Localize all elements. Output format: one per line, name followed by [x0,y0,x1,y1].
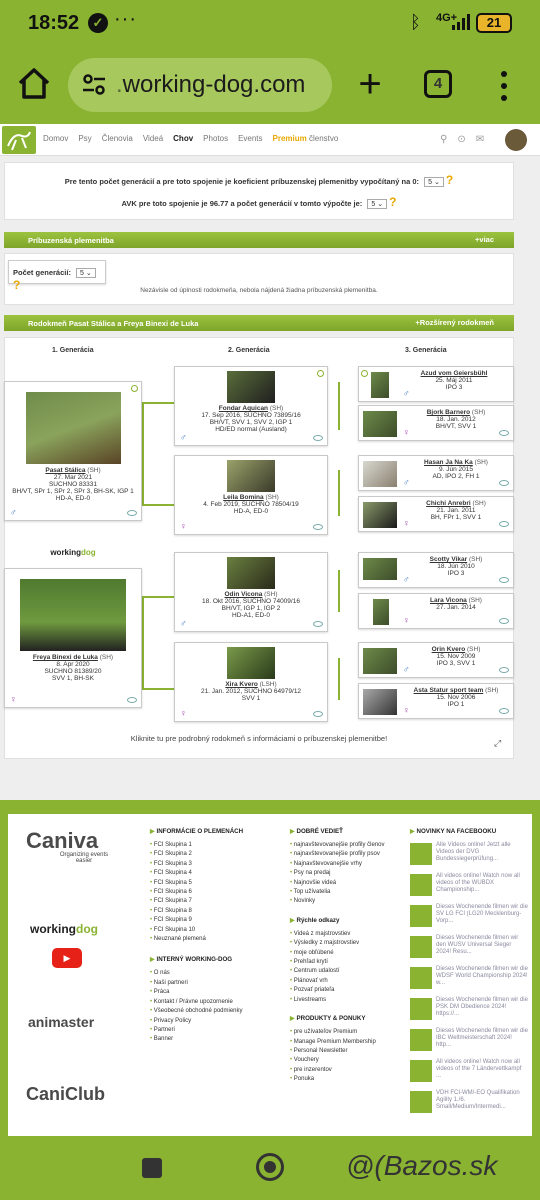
home-button[interactable] [256,1153,284,1181]
eye-icon[interactable] [127,510,137,516]
help-icon[interactable]: ? [389,195,397,209]
eye-icon[interactable] [499,708,509,714]
post-thumbnail [410,1060,432,1082]
male-icon: ♂ [180,432,187,442]
system-nav-bar [0,1140,540,1200]
nav-videos[interactable]: Videá [142,134,164,143]
video-icon[interactable] [317,370,324,377]
network-type: 4G+ [436,12,458,24]
help-icon[interactable]: ? [13,278,21,292]
male-icon: ♂ [10,507,17,517]
connector [142,596,174,598]
detailed-pedigree-link[interactable]: Kliknite tu pre podrobný rodokmeň s informáciami o príbuzenskej plemenitbe! [130,734,388,743]
dog-photo [26,392,121,464]
nav-premium[interactable]: Premium členstvo [272,134,339,143]
search-icon[interactable]: ⚲ [440,134,448,145]
footer-good-to-know: ▶ DOBRÉ VEDIEŤ • najnavštevovanejšie profily členov • najnavštevovanejšie profily psov • Najnavštevovanejšie vrhy • Psy na predaj • Najnovšie videá • Top užívatelia • Novinky ▶ Rýchle odkazy • Videá z majstrovstiev • Výsledky z majstrovstiev • moje obľúbené • Prehľad krytí • Centrum udalostí • Plánovať vrh • Pozvať priateľa • Livestreams ▶ PRODUKTY & PONUKY • pre užívateľov Premium • Manage Premium Membership • Personal Newsletter • Vouchery • pre inzerentov • Ponuka [290,828,385,1085]
generation-select[interactable]: 5 ⌄ [76,268,96,278]
pedigree-card-sire-dam[interactable]: Leila Bomina (SH) 4. Feb 2019, SUCHNO 78504/19 HD-A, ED-0 ♀ [174,455,328,535]
dog-name[interactable]: Leila Bomina [223,494,264,501]
site-nav [0,124,540,156]
pedigree-card-gen3-5[interactable]: Scotty Vikar (SH) 18. Jún 2010 IPO 3 ♂ [358,552,514,588]
female-icon: ♀ [403,615,410,625]
video-icon[interactable] [361,370,368,377]
dog-photo [373,599,389,625]
male-icon: ♂ [403,664,410,674]
connector [142,596,144,690]
facebook-post[interactable]: Dieses Wochenende filmen wir die WDSF World Championship 2024! w... [410,965,496,996]
facebook-post[interactable]: Alle Videos online! Jetzt alle Videos der DVG Bundessiegerprüfung... [410,841,496,872]
female-icon: ♀ [403,705,410,715]
male-icon: ♂ [403,574,410,584]
facebook-post[interactable]: All videos online! Watch now all videos of the 7 Ländervettkampf ... [410,1058,496,1089]
dog-photo [227,647,275,679]
eye-icon[interactable] [499,480,509,486]
avk-question: AVK pre toto spojenie je 96.77 a počet generácií v tomto výpočte je: 5 ⌄ ? [121,195,397,209]
pedigree-card-dam[interactable]: Freya Binexi de Luka (SH) 8. Apr 2020 SUCHNO 81389/20 SVV 1, BH-SK ♀ [4,568,142,708]
coi-generations-select[interactable]: 5 ⌄ [424,177,444,187]
inbreeding-panel [4,253,514,305]
battery-icon: 21 [476,13,512,33]
search-dog-icon[interactable]: ⊙ [457,134,466,145]
dog-name[interactable]: Hasan Ja Na Ka [424,459,473,466]
nav-icons [440,134,484,145]
dog-name[interactable]: Pasat Stálica [45,467,86,474]
connector [338,658,340,700]
male-icon: ♂ [403,477,410,487]
nav-photos[interactable]: Photos [203,134,229,143]
caniva-logo[interactable]: Caniva [26,828,99,853]
dog-photo [363,648,397,674]
pedigree-card-gen3-8[interactable]: Asta Statur sport team (SH) 15. Nov 2006 IPO 1 ♀ [358,683,514,719]
site-footer [0,800,540,1140]
facebook-post[interactable]: All videos online! Watch now all videos of the WUBDX Championship... [410,872,496,903]
dog-photo [363,558,397,580]
working-dog-watermark: workingdog [50,548,96,557]
dog-name[interactable]: Lara Vicona [430,597,467,604]
nav-menu [43,134,338,143]
bluetooth-icon: ᛒ [410,12,421,32]
avatar[interactable] [505,129,527,151]
eye-icon[interactable] [313,621,323,627]
footer-panel [8,814,532,1136]
site-logo[interactable] [2,126,36,154]
clock: 18:52 [28,12,80,34]
mail-icon[interactable]: ✉ [475,134,485,145]
url-text: .working-dog.com [116,71,306,98]
facebook-post[interactable]: Dieses Wochenende filmen wir die PSK DM Obedience 2024! https://... [410,996,496,1027]
eye-icon[interactable] [499,667,509,673]
generation-1-header: 1. Generácia [52,347,94,354]
tab-switcher-button[interactable]: 4 [424,70,452,98]
dog-photo [363,461,397,487]
dog-photo [227,557,275,589]
extended-pedigree-link[interactable]: +Rozšírený rodokmeň [415,318,494,327]
home-icon[interactable] [14,64,54,104]
connector [142,402,174,404]
facebook-post[interactable]: Dieses Wochenende filmen wir die IBC Weltmeisterschaft 2024! http... [410,1027,496,1058]
dog-photo [227,460,275,492]
check-icon: ✓ [88,13,108,33]
dog-name[interactable]: Odin Vicona [224,591,263,598]
post-thumbnail [410,998,432,1020]
pedigree-card-sire-sire[interactable]: Fondar Aquican (SH) 17. Sep 2016, SUCHNO 73895/16 BH/VT, SVV 1, SVV 2, IGP 1 HD/ED normal (Ausland) ♂ [174,366,328,446]
nav-home[interactable]: Domov [43,134,69,143]
eye-icon[interactable] [127,697,137,703]
nav-events[interactable]: Events [238,134,263,143]
recents-button[interactable] [142,1158,162,1178]
post-thumbnail [410,1091,432,1113]
post-thumbnail [410,1029,432,1051]
dog-name[interactable]: Bjork Barnero [426,409,471,416]
pedigree-header [4,315,514,331]
dog-name[interactable]: Chichi Anrebri [426,500,471,507]
post-thumbnail [410,874,432,896]
expand-icon[interactable]: ⤢ [494,738,502,748]
post-thumbnail [410,843,432,865]
coi-panel [4,162,514,220]
eye-icon[interactable] [499,430,509,436]
generation-2-header: 2. Generácia [228,347,270,354]
post-thumbnail [410,905,432,927]
pedigree-card-gen3-4[interactable]: Chichi Anrebri (SH) 21. Jan. 2011 BH, FPr 1, SVV 1 ♀ [358,496,514,532]
pedigree-card-sire[interactable]: Pasat Stálica (SH) 27. Mar 2021 SUCHNO 83331 BH/VT, SPr 1, SPr 2, SPr 3, BH-SK, IGP 1 HD-A, ED-0 ♂ [4,381,142,521]
section-title: Rodokmeň Pasat Stálica a Freya Binexi de Luka [28,319,199,328]
dog-name[interactable]: Fondar Aquican [218,405,269,412]
pedigree-card-gen3-6[interactable]: Lara Vicona (SH) 27. Jan. 2014 ♀ [358,593,514,629]
dog-photo [363,411,397,437]
female-icon: ♀ [403,427,410,437]
inbreeding-note: Nezávisle od úplnosti rodokmeňa, nebola nájdená žiadna príbuzenská plemenitba. [140,287,378,294]
working-dog-logo[interactable]: workingdog [30,922,99,936]
female-icon: ♀ [180,521,187,531]
dog-photo [363,502,397,528]
pedigree-card-dam-dam[interactable]: Xira Kvero (LSH) 21. Jan. 2012, SUCHNO 64979/12 SVV 1 ♀ [174,642,328,722]
status-bar [0,0,540,48]
dog-name[interactable]: Scotty Vikar [429,556,468,563]
generation-count: Počet generácií: 5 ⌄ ? [8,260,106,284]
pedigree-card-dam-sire[interactable]: Odin Vicona (SH) 18. Okt 2016, SUCHNO 74009/16 BH/VT, IGP 1, IGP 2 HD-A1, ED-0 ♂ [174,552,328,632]
section-title: Príbuzenská plemenitba [28,236,114,245]
dog-name[interactable]: Freya Binexi de Luka [32,654,98,661]
facebook-post[interactable]: Dieses Wochenende filmen wir die SV LG FCI (LG20 Mecklenburg-Vorp... [410,903,496,934]
pedigree-card-gen3-2[interactable]: Bjork Barnero (SH) 18. Jan. 2012 BH/VT, SVV 1 ♀ [358,405,514,441]
dog-photo [227,371,275,403]
eye-icon[interactable] [499,577,509,583]
dog-name[interactable]: Asta Statur sport team [413,687,484,694]
avk-generations-select[interactable]: 5 ⌄ [367,199,387,209]
footer-facebook-news: ▶ NOVINKY NA FACEBOOKU Alle Videos online! Jetzt alle Videos der DVG Bundessiegerprüfung... All videos online! Watch now all videos of the WUBDX Championship... Dieses Wochenende filmen wir die SV LG FCI (LG20 Mecklenburg-Vorp... Dieses Wochenende filmen wir den WUSV Universal Sieger 2024! Resu... Dieses Wochenende filmen wir die WDSF World Championship 2024! w... Dieses Wochenende filmen wir die PSK DM Obedience 2024! https://... Dieses Wochenende filmen wir die IBC Weltmeisterschaft 2024! http... All videos online! Watch now all videos of the 7 Ländervettkampf ... VDH FCI-WM/-EO Qualifikation Agility 1./6. Small/Medium/Intermedi... [410,828,496,1120]
address-bar[interactable] [68,58,332,112]
caniva-tagline: Organizing events easier [59,852,109,864]
connector [142,504,174,506]
connector [142,402,144,506]
dog-photo [371,372,389,398]
dog-photo [20,579,126,651]
eye-icon[interactable] [499,521,509,527]
dog-photo [363,689,397,715]
connector [142,688,174,690]
youtube-icon[interactable]: ▶ [52,948,82,968]
eye-icon[interactable] [313,435,323,441]
post-thumbnail [410,936,432,958]
site-settings-icon[interactable] [82,74,106,96]
post-thumbnail [410,967,432,989]
male-icon: ♂ [403,388,410,398]
pedigree-card-gen3-1[interactable]: Azud vom Geiersbühl 25. Máj 2011 IPO 3 ♂ [358,366,514,402]
nav-dogs[interactable]: Psy [78,134,92,143]
connector [338,470,340,516]
female-icon: ♀ [403,518,410,528]
dog-name[interactable]: Xira Kvero [225,681,258,688]
footer-breed-info: ▶ INFORMÁCIE O PLEMENÁCH • FCI Skupina 1 • FCI Skupina 2 • FCI Skupina 3 • FCI Skupina 4 • FCI Skupina 5 • FCI Skupina 6 • FCI Skupina 7 • FCI Skupina 8 • FCI Skupina 9 • FCI Skupina 10 • Neuznané plemená ▶ INTERNÝ WORKING-DOG • O nás • Naši partneri • Práca • Kontakt / Právne upozornenie • Všeobecné obchodné podmienky • Privacy Policy • Partneri • Banner [150,828,243,1045]
animaster-logo[interactable]: animaster [28,1014,95,1030]
pedigree-card-gen3-3[interactable]: Hasan Ja Na Ka (SH) 9. Jún 2015 AD, IPO 2, FH 1 ♂ [358,455,514,491]
eye-icon[interactable] [313,711,323,717]
pedigree-card-gen3-7[interactable]: Orin Kvero (SH) 15. Nov 2009 IPO 3, SVV 1 ♂ [358,642,514,678]
more-link[interactable]: +viac [475,235,494,244]
bazos-watermark: @(Bazos.sk [346,1150,498,1181]
coi-question: Pre tento počet generácií a pre toto spojenie je koeficient príbuzenskej plemenitby vypočítaný na 0: 5 ⌄ ? [64,173,454,187]
caniclub-logo[interactable]: CaniClub [26,1084,105,1104]
female-icon: ♀ [10,694,17,704]
eye-icon[interactable] [313,524,323,530]
dog-name[interactable]: Azud vom Geiersbühl [420,370,488,377]
connector [338,570,340,612]
nav-breeding[interactable]: Chov [173,134,194,143]
overflow-menu-icon[interactable] [496,68,512,104]
video-icon[interactable] [131,385,138,392]
connector [338,382,340,430]
facebook-post[interactable]: Dieses Wochenende filmen wir den WUSV Universal Sieger 2024! Resu... [410,934,496,965]
facebook-post[interactable]: VDH FCI-WM/-EO Qualifikation Agility 1./6. Small/Medium/Intermedi... [410,1089,496,1120]
signal-icon [452,14,470,30]
dog-name[interactable]: Orin Kvero [431,646,466,653]
generation-3-header: 3. Generácia [405,347,447,354]
new-tab-button[interactable]: + [358,62,382,106]
nav-members[interactable]: Členovia [101,134,133,143]
inbreeding-header [4,232,514,248]
help-icon[interactable]: ? [445,173,454,187]
female-icon: ♀ [180,708,187,718]
eye-icon[interactable] [499,618,509,624]
male-icon: ♂ [180,618,187,628]
more-notifications-icon: ··· [114,8,137,30]
browser-toolbar [0,48,540,124]
